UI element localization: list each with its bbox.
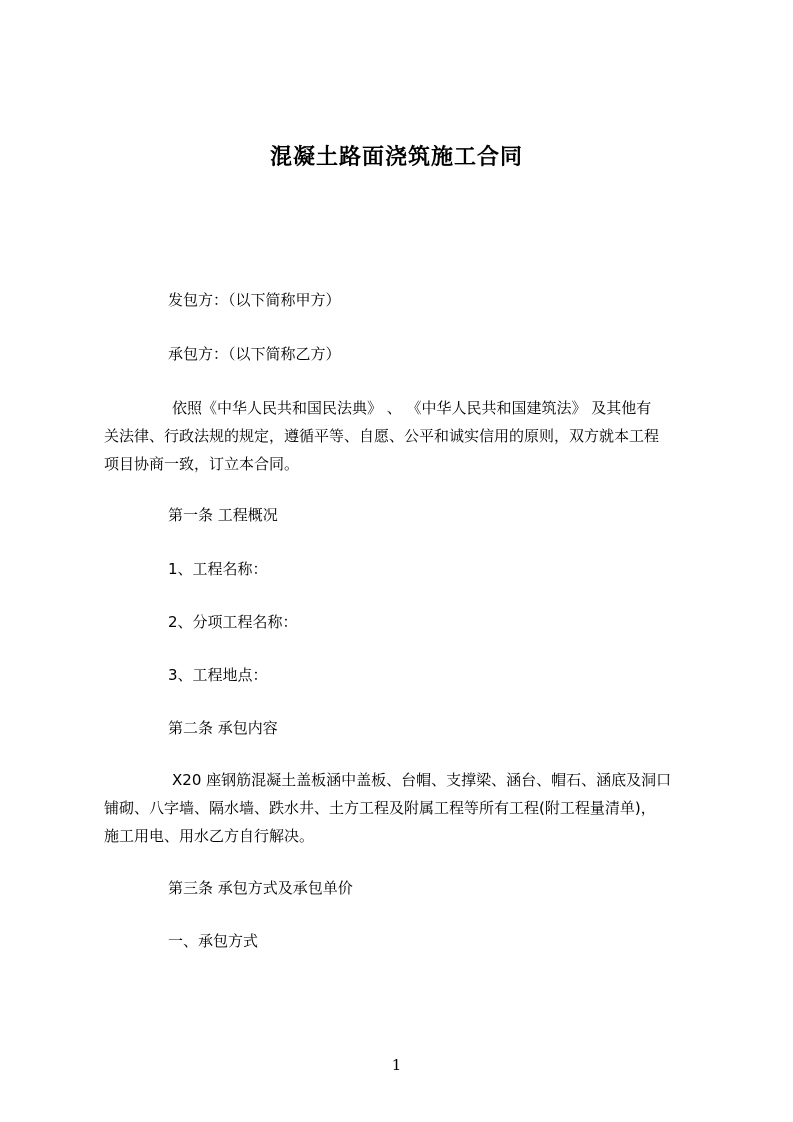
- article-1-item-1: 1、工程名称：: [168, 560, 268, 578]
- party-a-line: 发包方：（以下简称甲方）: [168, 291, 341, 309]
- preamble-line-2: 关法律、行政法规的规定，遵循平等、自愿、公平和诚实信用的原则，双方就本工程: [104, 427, 660, 445]
- article-1-item-2: 2、分项工程名称：: [168, 613, 298, 631]
- document-title: 混凝土路面浇筑施工合同: [269, 145, 523, 170]
- preamble-line-1: 依照《中华人民共和国民法典》 、 《中华人民共和国建筑法》 及其他有: [172, 399, 652, 417]
- preamble-line-3: 项目协商一致，订立本合同。: [104, 455, 300, 473]
- party-b-line: 承包方：（以下简称乙方）: [168, 345, 341, 363]
- page-number: 1: [391, 1056, 402, 1074]
- article-3-heading: 第三条 承包方式及承包单价: [168, 879, 353, 897]
- article-1-item-3: 3、工程地点：: [168, 666, 268, 684]
- article-1-heading: 第一条 工程概况: [168, 506, 278, 524]
- article-2-line-3: 施工用电、用水乙方自行解决。: [104, 827, 315, 845]
- article-2-content: [104, 766, 704, 850]
- preamble-paragraph: [104, 394, 704, 478]
- article-3-sub-1: 一、承包方式: [168, 932, 259, 950]
- article-2-heading: 第二条 承包内容: [168, 719, 278, 737]
- article-2-line-2: 铺砌、八字墙、隔水墙、跌水井、土方工程及附属工程等所有工程(附工程量清单)，: [104, 799, 656, 817]
- article-2-line-1: X20 座钢筋混凝土盖板涵中盖板、台帽、支撑梁、涵台、帽石、涵底及洞口: [172, 771, 672, 789]
